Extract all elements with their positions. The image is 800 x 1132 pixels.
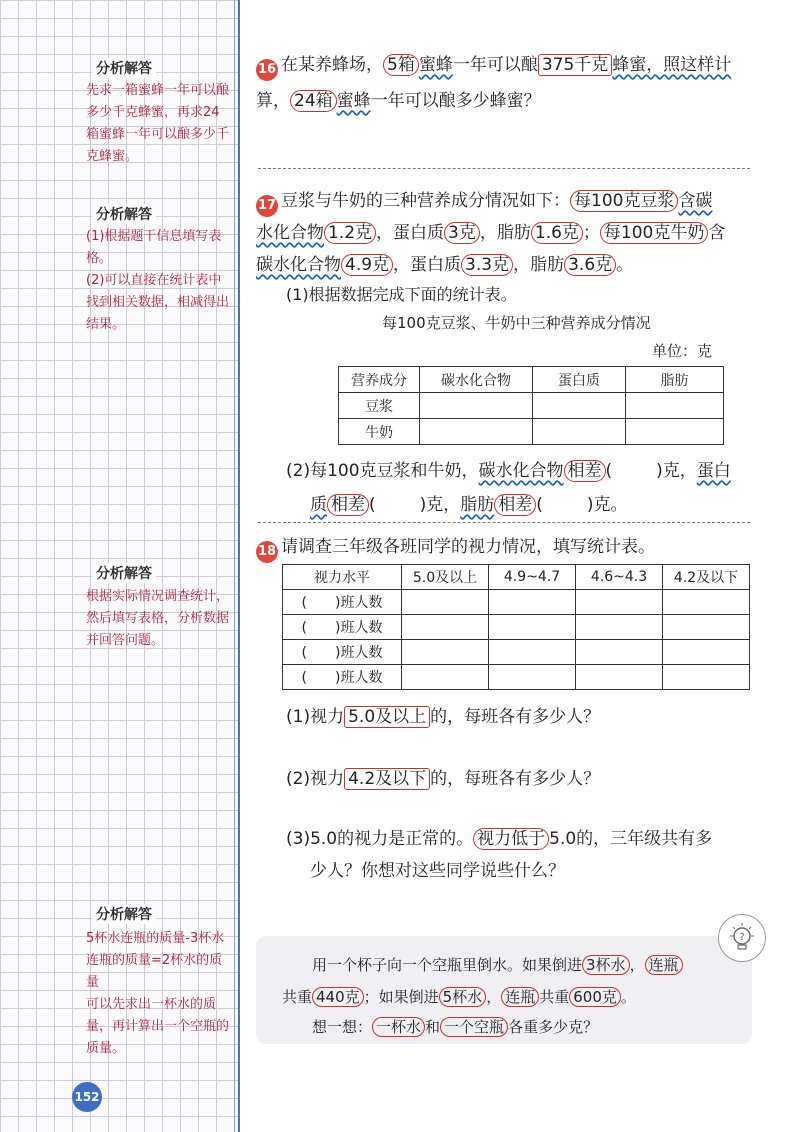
q18-circle-below: 视力低于 — [473, 828, 549, 850]
q18-text: (2)视力 — [286, 769, 345, 789]
q17-circle-3-6g: 3.6克 — [564, 254, 616, 276]
think-text: ；如果倒进 — [363, 988, 439, 1006]
q17-wavy-fat: 脂肪 — [460, 495, 495, 515]
blank-cell[interactable] — [576, 615, 663, 640]
q18-text: 的，每班各有多少人？ — [430, 769, 601, 789]
q17-circle-3-3g: 3.3克 — [461, 254, 513, 276]
blank-cell[interactable] — [576, 590, 663, 615]
svg-text:?: ? — [739, 932, 745, 943]
blank-cell[interactable] — [576, 640, 663, 665]
q16-box-375kg: 375千克 — [538, 54, 612, 76]
separator — [258, 522, 750, 523]
q17-wavy-protein2: 质 — [310, 495, 327, 515]
q17-circle-3g: 3克 — [444, 222, 480, 244]
q16-text: 一年可以酿多少蜂蜜？ — [370, 91, 541, 111]
table-header: 5.0及以上 — [402, 565, 489, 590]
think-text: 和 — [425, 1018, 441, 1036]
blank-cell[interactable] — [402, 640, 489, 665]
q17-table-title: 每100克豆浆、牛奶中三种营养成分情况 — [382, 314, 651, 332]
think-line1 — [312, 954, 683, 975]
q17-circle-4-9g: 4.9克 — [341, 254, 393, 276]
margin-rule-inner — [234, 0, 235, 1132]
q18-text: 5.0的，三年级共有多 — [549, 829, 713, 849]
think-circle-5cups: 5杯水 — [439, 987, 487, 1007]
q17-text: ，蛋白质 — [376, 223, 445, 243]
think-text: 用一个杯子向一个空瓶里倒水。如果倒进 — [312, 956, 583, 974]
q18-sub2 — [286, 764, 600, 789]
q16-wavy-honey: 蜂蜜，照这样计 — [612, 55, 732, 75]
q17-paren-open: ( — [536, 495, 543, 515]
q17-circle-100g-soy: 每100克豆浆 — [570, 190, 678, 212]
q18-sub3 — [286, 824, 712, 849]
blank-cell[interactable] — [420, 419, 533, 445]
lightbulb-icon-svg — [725, 921, 759, 955]
q17-line3 — [256, 250, 633, 275]
q17-text: 。 — [616, 255, 634, 275]
q16-text: 在某养蜂场， — [281, 55, 383, 75]
q17-circle-diff2: 相差 — [327, 494, 369, 516]
q17-part1: (1)根据数据完成下面的统计表。 — [286, 285, 517, 304]
note-head-16: 分析解答 — [92, 58, 156, 78]
think-text: 各重多少克？ — [508, 1018, 599, 1036]
q17-text: ，蛋白质 — [393, 255, 462, 275]
q17-text: )克。 — [586, 495, 628, 515]
q16-line2 — [256, 86, 541, 111]
q17-wavy-protein: 蛋白 — [696, 461, 731, 481]
q16-circle-5box: 5箱 — [383, 54, 419, 76]
think-circle-with-bottle: 连瓶 — [645, 955, 683, 975]
think-circle-3cups: 3杯水 — [582, 955, 630, 975]
q17-text: ，脂肪 — [513, 255, 565, 275]
q16-wavy-bee2: 蜜蜂 — [336, 91, 371, 111]
q17-wavy-carb3: 碳水化合物 — [256, 255, 341, 275]
vision-table — [282, 564, 750, 690]
blank-cell[interactable] — [420, 393, 533, 419]
q17-text: 含 — [708, 223, 726, 243]
table-header: 营养成分 — [339, 367, 420, 393]
row-label: ( )班人数 — [283, 590, 402, 615]
think-line3 — [312, 1016, 598, 1037]
separator — [258, 168, 750, 169]
table-header: 脂肪 — [626, 367, 724, 393]
q16-line1 — [256, 50, 731, 81]
blank-cell[interactable] — [626, 419, 724, 445]
q17-circle-1-2g: 1.2克 — [324, 222, 376, 244]
table-header: 4.6~4.3 — [576, 565, 663, 590]
q17-text: ，脂肪 — [479, 223, 531, 243]
q17-unit: 单位：克 — [652, 342, 713, 360]
note-head-18: 分析解答 — [92, 563, 156, 583]
q18-text: (3)5.0的视力是正常的。 — [286, 829, 474, 849]
blank-cell[interactable] — [489, 615, 576, 640]
note-body-18: 根据实际情况调查统计，然后填写表格，分析数据并回答问题。 — [86, 589, 230, 648]
note-head-think: 分析解答 — [92, 904, 156, 924]
blank-cell[interactable] — [489, 640, 576, 665]
q18-box-4-2-down: 4.2及以下 — [344, 768, 430, 790]
table-header: 蛋白质 — [533, 367, 626, 393]
q17-number: 17 — [256, 195, 278, 217]
q17-line2 — [256, 218, 725, 243]
q17-wavy-carb4: 碳水化合物 — [478, 461, 564, 481]
q17-wavy-carb2: 水化合物 — [256, 223, 324, 243]
blank-cell[interactable] — [533, 393, 626, 419]
q17-line1 — [256, 186, 712, 217]
margin-rule — [238, 0, 240, 1132]
note-body-17: (1)根据题干信息填写表格。 (2)可以直接在统计表中找到相关数据，相减得出结果。 — [86, 229, 230, 332]
nutrition-table — [338, 366, 724, 445]
think-circle-empty-bottle: 一个空瓶 — [440, 1017, 508, 1037]
q17-paren-open: ( — [369, 495, 376, 515]
q17-circle-1-6g: 1.6克 — [531, 222, 583, 244]
q17-part2-line1 — [286, 456, 731, 481]
q18-text: (1)视力 — [286, 707, 345, 727]
note-body-16: 先求一箱蜜蜂一年可以酿多少千克蜂蜜，再求24箱蜜蜂一年可以酿多少千克蜂蜜。 — [86, 83, 230, 164]
blank-cell[interactable] — [533, 419, 626, 445]
think-text: ， — [629, 956, 645, 974]
blank-cell[interactable] — [402, 615, 489, 640]
note-body-think: 5杯水连瓶的质量-3杯水连瓶的质量=2杯水的质量 可以先求出一杯水的质量，再计算出一个空瓶的质量。 — [86, 931, 230, 1056]
q17-text: 豆浆与牛奶的三种营养成分情况如下： — [281, 191, 570, 211]
q18-sub1 — [286, 702, 600, 727]
blank-cell[interactable] — [489, 590, 576, 615]
note-head-17: 分析解答 — [92, 204, 156, 224]
q18-text: 请调查三年级各班同学的视力情况，填写统计表。 — [281, 537, 655, 557]
q17-part2-line2 — [310, 490, 628, 515]
q17-circle-diff: 相差 — [564, 460, 606, 482]
lightbulb-icon — [718, 914, 766, 962]
q16-circle-24box: 24箱 — [290, 90, 337, 112]
row-label: ( )班人数 — [283, 640, 402, 665]
blank-cell[interactable] — [663, 615, 750, 640]
think-text: 共重 — [539, 988, 570, 1006]
think-circle-one-cup: 一杯水 — [372, 1017, 425, 1037]
think-text: ， — [486, 988, 502, 1006]
row-label: 豆浆 — [339, 393, 420, 419]
page-number: 152 — [72, 1082, 102, 1112]
blank-cell[interactable] — [489, 665, 576, 690]
q16-text: 算， — [256, 91, 290, 111]
think-line2 — [282, 986, 636, 1007]
q17-wavy-carb: 含碳 — [678, 191, 713, 211]
blank-cell[interactable] — [576, 665, 663, 690]
blank-cell[interactable] — [663, 640, 750, 665]
q18-text: 的，每班各有多少人？ — [430, 707, 601, 727]
blank-cell[interactable] — [402, 665, 489, 690]
q18-sub3-line2: 少人？你想对这些同学说些什么？ — [310, 861, 565, 881]
think-circle-600g: 600克 — [569, 987, 621, 1007]
think-circle-440g: 440克 — [312, 987, 364, 1007]
q18-intro — [256, 532, 655, 563]
q17-text: )克， — [419, 495, 461, 515]
q17-circle-diff3: 相差 — [494, 494, 536, 516]
think-text: 想一想： — [312, 1018, 373, 1036]
think-circle-with-bottle2: 连瓶 — [501, 987, 539, 1007]
q17-paren-open: ( — [605, 461, 613, 481]
row-label: ( )班人数 — [283, 665, 402, 690]
q17-text: ； — [582, 223, 600, 243]
row-label: ( )班人数 — [283, 615, 402, 640]
table-header: 4.2及以下 — [663, 565, 750, 590]
q18-box-5-0-up: 5.0及以上 — [344, 706, 430, 728]
think-text: 共重 — [282, 988, 313, 1006]
q17-text: )克， — [656, 461, 697, 481]
blank-cell[interactable] — [663, 590, 750, 615]
blank-cell[interactable] — [402, 590, 489, 615]
q18-number: 18 — [256, 541, 278, 563]
think-text: 。 — [620, 988, 636, 1006]
q17-text: (2)每100克豆浆和牛奶， — [286, 461, 479, 481]
q16-number: 16 — [256, 59, 278, 81]
table-header: 4.9~4.7 — [489, 565, 576, 590]
row-label: 牛奶 — [339, 419, 420, 445]
q16-wavy-bee: 蜜蜂 — [418, 55, 453, 75]
table-header: 碳水化合物 — [420, 367, 533, 393]
q16-text: 一年可以酿 — [452, 55, 538, 75]
q17-circle-100g-milk: 每100克牛奶 — [600, 222, 708, 244]
table-header: 视力水平 — [283, 565, 402, 590]
blank-cell[interactable] — [626, 393, 724, 419]
blank-cell[interactable] — [663, 665, 750, 690]
